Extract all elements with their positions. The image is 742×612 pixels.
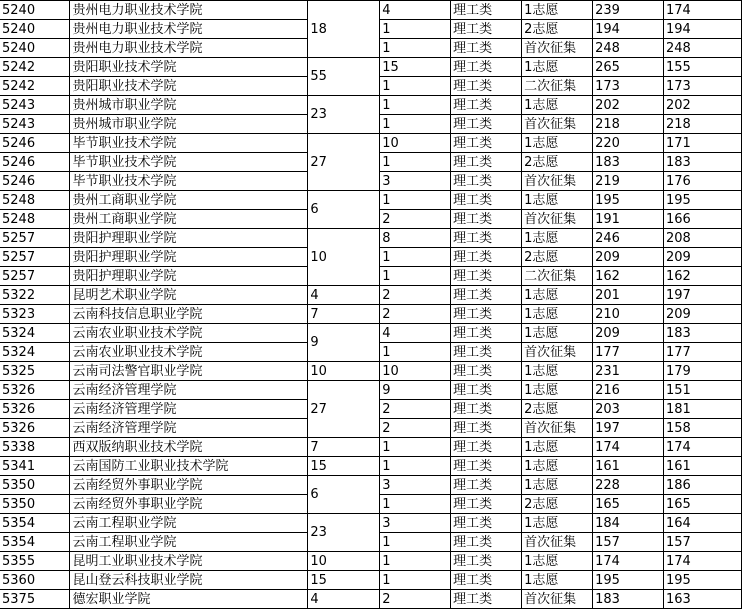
min-score-cell: 194 xyxy=(664,20,742,39)
min-score-cell: 202 xyxy=(664,96,742,115)
admitted-count-cell: 3 xyxy=(380,514,451,533)
max-score-cell: 218 xyxy=(593,115,664,134)
code-cell: 5350 xyxy=(0,476,70,495)
table-row xyxy=(0,457,742,476)
max-score-cell: 246 xyxy=(593,229,664,248)
max-score-cell: 203 xyxy=(593,400,664,419)
admitted-count-cell: 4 xyxy=(380,1,451,20)
admitted-count-cell: 1 xyxy=(380,457,451,476)
code-cell: 5246 xyxy=(0,134,70,153)
max-score-cell: 202 xyxy=(593,96,664,115)
min-score-cell: 173 xyxy=(664,77,742,96)
plan-count-cell: 15 xyxy=(308,571,380,590)
plan-count-cell: 15 xyxy=(308,457,380,476)
plan-count-cell: 6 xyxy=(308,191,380,229)
max-score-cell: 231 xyxy=(593,362,664,381)
batch-cell: 1志愿 xyxy=(522,476,593,495)
batch-cell: 1志愿 xyxy=(522,457,593,476)
min-score-cell: 218 xyxy=(664,115,742,134)
school-name-cell: 贵州工商职业学院 xyxy=(70,210,308,229)
code-cell: 5257 xyxy=(0,248,70,267)
table-row xyxy=(0,229,742,248)
table-row xyxy=(0,476,742,495)
subject-type-cell: 理工类 xyxy=(451,96,522,115)
subject-type-cell: 理工类 xyxy=(451,419,522,438)
admitted-count-cell: 1 xyxy=(380,248,451,267)
table-row xyxy=(0,305,742,324)
max-score-cell: 183 xyxy=(593,590,664,609)
plan-count-cell: 10 xyxy=(308,362,380,381)
plan-count-cell: 9 xyxy=(308,324,380,362)
max-score-cell: 195 xyxy=(593,571,664,590)
max-score-cell: 248 xyxy=(593,39,664,58)
admitted-count-cell: 2 xyxy=(380,400,451,419)
admitted-count-cell: 2 xyxy=(380,419,451,438)
table-row xyxy=(0,1,742,20)
subject-type-cell: 理工类 xyxy=(451,210,522,229)
admitted-count-cell: 1 xyxy=(380,552,451,571)
admitted-count-cell: 1 xyxy=(380,20,451,39)
min-score-cell: 177 xyxy=(664,343,742,362)
table-row xyxy=(0,324,742,343)
batch-cell: 首次征集 xyxy=(522,590,593,609)
max-score-cell: 220 xyxy=(593,134,664,153)
max-score-cell: 239 xyxy=(593,1,664,20)
table-row xyxy=(0,381,742,400)
school-name-cell: 云南科技信息职业学院 xyxy=(70,305,308,324)
code-cell: 5354 xyxy=(0,533,70,552)
admitted-count-cell: 4 xyxy=(380,324,451,343)
code-cell: 5326 xyxy=(0,381,70,400)
code-cell: 5322 xyxy=(0,286,70,305)
subject-type-cell: 理工类 xyxy=(451,229,522,248)
admitted-count-cell: 2 xyxy=(380,286,451,305)
school-name-cell: 贵州电力职业技术学院 xyxy=(70,1,308,20)
max-score-cell: 197 xyxy=(593,419,664,438)
min-score-cell: 195 xyxy=(664,571,742,590)
admitted-count-cell: 1 xyxy=(380,571,451,590)
table-row xyxy=(0,552,742,571)
batch-cell: 1志愿 xyxy=(522,305,593,324)
table-row xyxy=(0,590,742,609)
subject-type-cell: 理工类 xyxy=(451,476,522,495)
batch-cell: 1志愿 xyxy=(522,438,593,457)
max-score-cell: 265 xyxy=(593,58,664,77)
subject-type-cell: 理工类 xyxy=(451,58,522,77)
school-name-cell: 云南经济管理学院 xyxy=(70,400,308,419)
min-score-cell: 174 xyxy=(664,438,742,457)
max-score-cell: 209 xyxy=(593,324,664,343)
code-cell: 5257 xyxy=(0,229,70,248)
admitted-count-cell: 2 xyxy=(380,210,451,229)
plan-count-cell: 4 xyxy=(308,590,380,609)
batch-cell: 二次征集 xyxy=(522,267,593,286)
batch-cell: 二次征集 xyxy=(522,77,593,96)
subject-type-cell: 理工类 xyxy=(451,495,522,514)
plan-count-cell: 23 xyxy=(308,514,380,552)
school-name-cell: 贵阳职业技术学院 xyxy=(70,58,308,77)
admitted-count-cell: 1 xyxy=(380,267,451,286)
subject-type-cell: 理工类 xyxy=(451,362,522,381)
school-name-cell: 云南农业职业技术学院 xyxy=(70,343,308,362)
table-row xyxy=(0,514,742,533)
subject-type-cell: 理工类 xyxy=(451,457,522,476)
table-row xyxy=(0,134,742,153)
plan-count-cell: 4 xyxy=(308,286,380,305)
school-name-cell: 西双版纳职业技术学院 xyxy=(70,438,308,457)
school-name-cell: 云南工程职业学院 xyxy=(70,514,308,533)
school-name-cell: 贵阳护理职业学院 xyxy=(70,229,308,248)
max-score-cell: 184 xyxy=(593,514,664,533)
table-row xyxy=(0,571,742,590)
school-name-cell: 贵州城市职业学院 xyxy=(70,96,308,115)
min-score-cell: 181 xyxy=(664,400,742,419)
school-name-cell: 云南经贸外事职业学院 xyxy=(70,476,308,495)
admitted-count-cell: 8 xyxy=(380,229,451,248)
code-cell: 5355 xyxy=(0,552,70,571)
school-name-cell: 贵阳护理职业学院 xyxy=(70,267,308,286)
min-score-cell: 165 xyxy=(664,495,742,514)
admitted-count-cell: 1 xyxy=(380,438,451,457)
admitted-count-cell: 1 xyxy=(380,96,451,115)
school-name-cell: 云南司法警官职业学院 xyxy=(70,362,308,381)
subject-type-cell: 理工类 xyxy=(451,343,522,362)
table-row xyxy=(0,362,742,381)
school-name-cell: 贵州电力职业技术学院 xyxy=(70,20,308,39)
admitted-count-cell: 9 xyxy=(380,381,451,400)
batch-cell: 2志愿 xyxy=(522,495,593,514)
max-score-cell: 173 xyxy=(593,77,664,96)
plan-count-cell: 10 xyxy=(308,552,380,571)
max-score-cell: 157 xyxy=(593,533,664,552)
max-score-cell: 195 xyxy=(593,191,664,210)
subject-type-cell: 理工类 xyxy=(451,552,522,571)
code-cell: 5354 xyxy=(0,514,70,533)
batch-cell: 1志愿 xyxy=(522,552,593,571)
code-cell: 5324 xyxy=(0,343,70,362)
code-cell: 5375 xyxy=(0,590,70,609)
min-score-cell: 166 xyxy=(664,210,742,229)
batch-cell: 2志愿 xyxy=(522,20,593,39)
max-score-cell: 177 xyxy=(593,343,664,362)
max-score-cell: 165 xyxy=(593,495,664,514)
code-cell: 5246 xyxy=(0,172,70,191)
subject-type-cell: 理工类 xyxy=(451,381,522,400)
max-score-cell: 216 xyxy=(593,381,664,400)
code-cell: 5324 xyxy=(0,324,70,343)
min-score-cell: 183 xyxy=(664,324,742,343)
batch-cell: 1志愿 xyxy=(522,58,593,77)
subject-type-cell: 理工类 xyxy=(451,533,522,552)
admitted-count-cell: 3 xyxy=(380,476,451,495)
min-score-cell: 209 xyxy=(664,248,742,267)
school-name-cell: 云南工程职业学院 xyxy=(70,533,308,552)
max-score-cell: 228 xyxy=(593,476,664,495)
subject-type-cell: 理工类 xyxy=(451,20,522,39)
code-cell: 5323 xyxy=(0,305,70,324)
batch-cell: 1志愿 xyxy=(522,1,593,20)
code-cell: 5341 xyxy=(0,457,70,476)
subject-type-cell: 理工类 xyxy=(451,77,522,96)
subject-type-cell: 理工类 xyxy=(451,438,522,457)
min-score-cell: 208 xyxy=(664,229,742,248)
subject-type-cell: 理工类 xyxy=(451,571,522,590)
admitted-count-cell: 1 xyxy=(380,533,451,552)
min-score-cell: 157 xyxy=(664,533,742,552)
min-score-cell: 195 xyxy=(664,191,742,210)
min-score-cell: 209 xyxy=(664,305,742,324)
subject-type-cell: 理工类 xyxy=(451,191,522,210)
school-name-cell: 毕节职业技术学院 xyxy=(70,172,308,191)
max-score-cell: 219 xyxy=(593,172,664,191)
min-score-cell: 158 xyxy=(664,419,742,438)
min-score-cell: 174 xyxy=(664,1,742,20)
code-cell: 5243 xyxy=(0,96,70,115)
batch-cell: 首次征集 xyxy=(522,39,593,58)
batch-cell: 1志愿 xyxy=(522,571,593,590)
max-score-cell: 162 xyxy=(593,267,664,286)
table-row xyxy=(0,286,742,305)
min-score-cell: 179 xyxy=(664,362,742,381)
batch-cell: 首次征集 xyxy=(522,419,593,438)
plan-count-cell: 6 xyxy=(308,476,380,514)
subject-type-cell: 理工类 xyxy=(451,1,522,20)
code-cell: 5326 xyxy=(0,400,70,419)
subject-type-cell: 理工类 xyxy=(451,400,522,419)
code-cell: 5248 xyxy=(0,191,70,210)
min-score-cell: 186 xyxy=(664,476,742,495)
subject-type-cell: 理工类 xyxy=(451,590,522,609)
code-cell: 5257 xyxy=(0,267,70,286)
admitted-count-cell: 1 xyxy=(380,39,451,58)
min-score-cell: 174 xyxy=(664,552,742,571)
min-score-cell: 171 xyxy=(664,134,742,153)
min-score-cell: 183 xyxy=(664,153,742,172)
batch-cell: 2志愿 xyxy=(522,248,593,267)
admitted-count-cell: 2 xyxy=(380,305,451,324)
code-cell: 5360 xyxy=(0,571,70,590)
admitted-count-cell: 1 xyxy=(380,153,451,172)
school-name-cell: 毕节职业技术学院 xyxy=(70,153,308,172)
batch-cell: 1志愿 xyxy=(522,191,593,210)
admitted-count-cell: 1 xyxy=(380,77,451,96)
plan-count-cell: 27 xyxy=(308,134,380,191)
school-name-cell: 昆山登云科技职业学院 xyxy=(70,571,308,590)
code-cell: 5350 xyxy=(0,495,70,514)
code-cell: 5246 xyxy=(0,153,70,172)
plan-count-cell: 23 xyxy=(308,96,380,134)
subject-type-cell: 理工类 xyxy=(451,324,522,343)
max-score-cell: 194 xyxy=(593,20,664,39)
plan-count-cell: 7 xyxy=(308,305,380,324)
max-score-cell: 174 xyxy=(593,438,664,457)
admitted-count-cell: 1 xyxy=(380,115,451,134)
batch-cell: 1志愿 xyxy=(522,381,593,400)
school-name-cell: 云南农业职业技术学院 xyxy=(70,324,308,343)
plan-count-cell: 27 xyxy=(308,381,380,438)
admitted-count-cell: 3 xyxy=(380,172,451,191)
batch-cell: 首次征集 xyxy=(522,115,593,134)
subject-type-cell: 理工类 xyxy=(451,514,522,533)
batch-cell: 1志愿 xyxy=(522,362,593,381)
subject-type-cell: 理工类 xyxy=(451,115,522,134)
max-score-cell: 191 xyxy=(593,210,664,229)
school-name-cell: 云南经济管理学院 xyxy=(70,381,308,400)
school-name-cell: 云南经贸外事职业学院 xyxy=(70,495,308,514)
min-score-cell: 163 xyxy=(664,590,742,609)
code-cell: 5338 xyxy=(0,438,70,457)
admitted-count-cell: 2 xyxy=(380,590,451,609)
subject-type-cell: 理工类 xyxy=(451,172,522,191)
school-name-cell: 贵阳护理职业学院 xyxy=(70,248,308,267)
batch-cell: 2志愿 xyxy=(522,153,593,172)
min-score-cell: 155 xyxy=(664,58,742,77)
code-cell: 5242 xyxy=(0,77,70,96)
subject-type-cell: 理工类 xyxy=(451,248,522,267)
school-name-cell: 云南经济管理学院 xyxy=(70,419,308,438)
plan-count-cell: 55 xyxy=(308,58,380,96)
code-cell: 5240 xyxy=(0,20,70,39)
table-body xyxy=(0,1,742,609)
admitted-count-cell: 10 xyxy=(380,134,451,153)
subject-type-cell: 理工类 xyxy=(451,39,522,58)
subject-type-cell: 理工类 xyxy=(451,134,522,153)
max-score-cell: 161 xyxy=(593,457,664,476)
batch-cell: 1志愿 xyxy=(522,229,593,248)
code-cell: 5325 xyxy=(0,362,70,381)
max-score-cell: 201 xyxy=(593,286,664,305)
min-score-cell: 197 xyxy=(664,286,742,305)
school-name-cell: 云南国防工业职业技术学院 xyxy=(70,457,308,476)
admitted-count-cell: 1 xyxy=(380,191,451,210)
batch-cell: 1志愿 xyxy=(522,324,593,343)
subject-type-cell: 理工类 xyxy=(451,267,522,286)
subject-type-cell: 理工类 xyxy=(451,286,522,305)
max-score-cell: 209 xyxy=(593,248,664,267)
admitted-count-cell: 1 xyxy=(380,343,451,362)
min-score-cell: 161 xyxy=(664,457,742,476)
min-score-cell: 162 xyxy=(664,267,742,286)
table-row xyxy=(0,58,742,77)
table-row xyxy=(0,96,742,115)
school-name-cell: 贵州电力职业技术学院 xyxy=(70,39,308,58)
min-score-cell: 151 xyxy=(664,381,742,400)
admitted-count-cell: 10 xyxy=(380,362,451,381)
table-row xyxy=(0,438,742,457)
batch-cell: 1志愿 xyxy=(522,96,593,115)
school-name-cell: 毕节职业技术学院 xyxy=(70,134,308,153)
plan-count-cell: 7 xyxy=(308,438,380,457)
code-cell: 5248 xyxy=(0,210,70,229)
code-cell: 5243 xyxy=(0,115,70,134)
code-cell: 5242 xyxy=(0,58,70,77)
batch-cell: 1志愿 xyxy=(522,286,593,305)
admitted-count-cell: 1 xyxy=(380,495,451,514)
batch-cell: 首次征集 xyxy=(522,533,593,552)
subject-type-cell: 理工类 xyxy=(451,305,522,324)
school-name-cell: 贵州工商职业学院 xyxy=(70,191,308,210)
min-score-cell: 248 xyxy=(664,39,742,58)
school-name-cell: 昆明工业职业技术学院 xyxy=(70,552,308,571)
admitted-count-cell: 15 xyxy=(380,58,451,77)
batch-cell: 2志愿 xyxy=(522,400,593,419)
school-name-cell: 昆明艺术职业学院 xyxy=(70,286,308,305)
subject-type-cell: 理工类 xyxy=(451,153,522,172)
code-cell: 5326 xyxy=(0,419,70,438)
min-score-cell: 164 xyxy=(664,514,742,533)
school-name-cell: 德宏职业学院 xyxy=(70,590,308,609)
max-score-cell: 174 xyxy=(593,552,664,571)
school-name-cell: 贵阳职业技术学院 xyxy=(70,77,308,96)
batch-cell: 首次征集 xyxy=(522,343,593,362)
batch-cell: 1志愿 xyxy=(522,134,593,153)
code-cell: 5240 xyxy=(0,1,70,20)
plan-count-cell: 18 xyxy=(308,1,380,58)
school-name-cell: 贵州城市职业学院 xyxy=(70,115,308,134)
min-score-cell: 176 xyxy=(664,172,742,191)
batch-cell: 首次征集 xyxy=(522,172,593,191)
max-score-cell: 210 xyxy=(593,305,664,324)
max-score-cell: 183 xyxy=(593,153,664,172)
table-row xyxy=(0,191,742,210)
batch-cell: 首次征集 xyxy=(522,210,593,229)
batch-cell: 1志愿 xyxy=(522,514,593,533)
code-cell: 5240 xyxy=(0,39,70,58)
plan-count-cell: 10 xyxy=(308,229,380,286)
